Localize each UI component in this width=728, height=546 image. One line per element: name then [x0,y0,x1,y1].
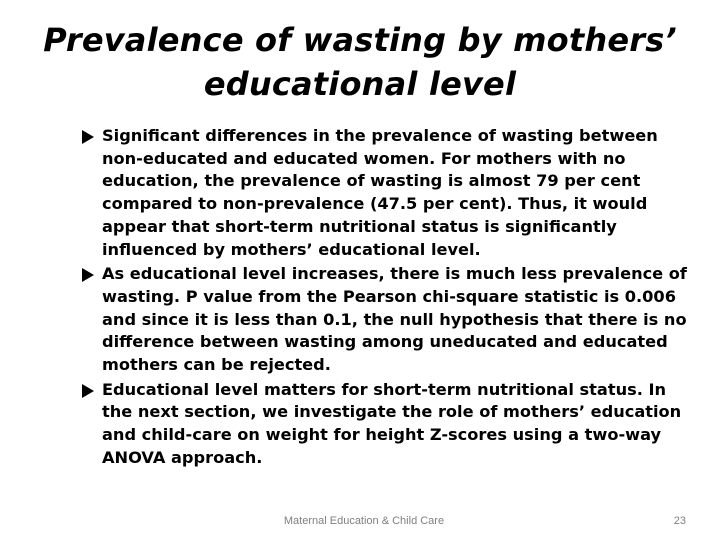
arrowhead-bullet-icon [82,130,94,144]
arrowhead-bullet-icon [82,384,94,398]
bullet-text-3: Educational level matters for short-term nutritional status. In the next section, we investigate the role of mothers’ education and child-care on weight for height Z-scores using a two-way ANOVA approach. [102,379,682,467]
slide-title [40,18,680,106]
bullet-text-2: As educational level increases, there is much less prevalence of wasting. P value from the Pearson chi-square statistic is 0.006 and since it is less than 0.1, the null hypothesis that there is no difference between wasting among uneducated and educated mothers can be rejected. [102,264,687,375]
slide-title-line-2: educational level [203,65,517,103]
bullet-item-2 [80,263,692,377]
footer-text: Maternal Education & Child Care [283,515,445,527]
page-number: 23 [673,515,686,527]
bullet-item-1 [80,125,692,261]
bullet-list [80,125,692,472]
slide-title-line-1: Prevalence of wasting by mothers’ [43,21,677,59]
slide-footer [0,512,728,532]
bullet-text-1: Significant differences in the prevalence of wasting between non-educated and educated women. For mothers with no education, the prevalence of wasting is almost 79 per cent compared to non-prevalence (47.5 per cent). Thus, it would appear that short-term nutritional status is significantly influenced by mothers’ educational level. [102,126,658,259]
arrowhead-bullet-icon [82,268,94,282]
bullet-item-3 [80,379,692,470]
